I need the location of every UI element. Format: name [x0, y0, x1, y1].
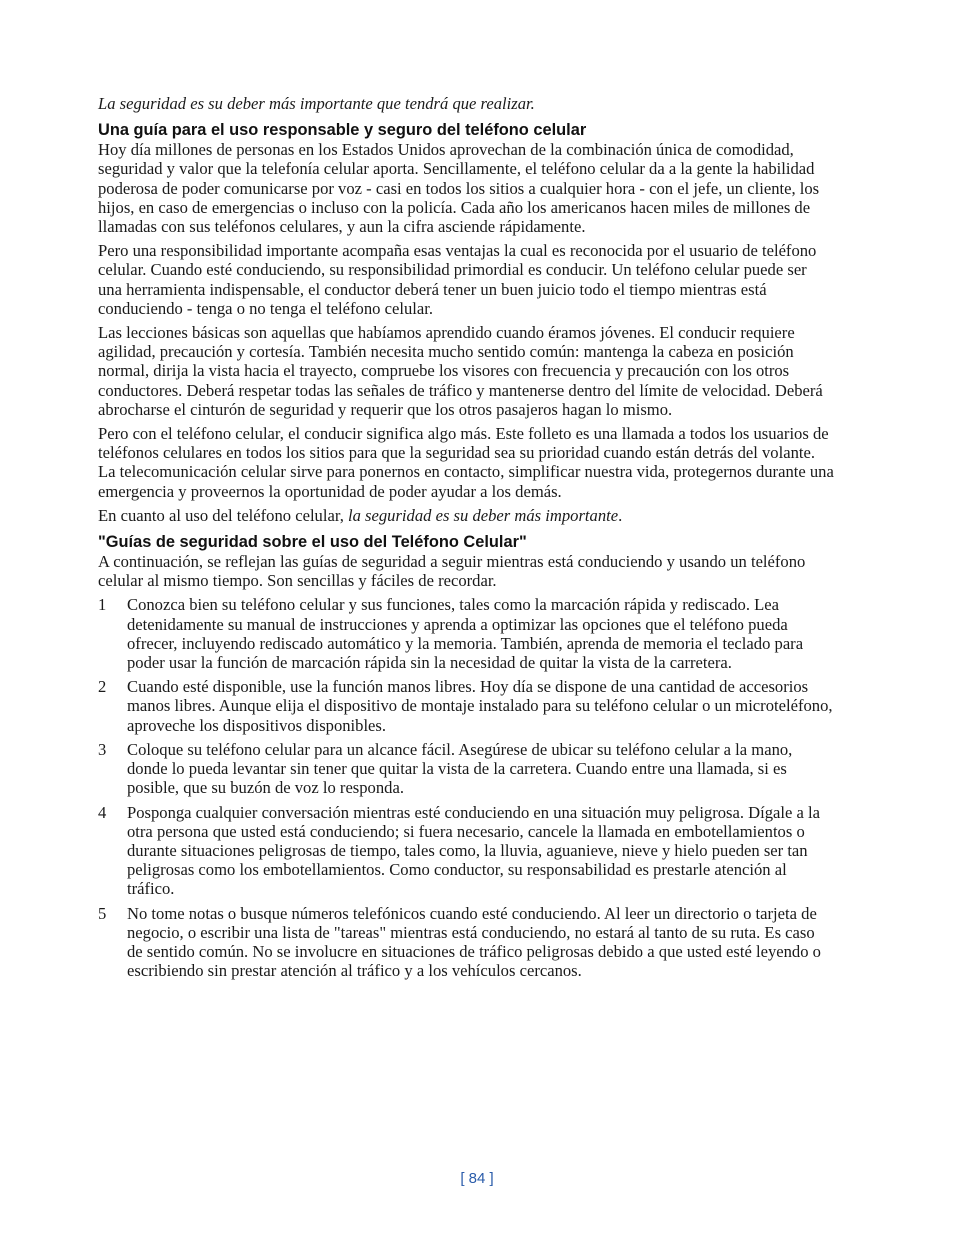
section1-paragraph-4: Pero con el teléfono celular, el conducir significa algo más. Este folleto es una llamada a todos los usuarios de teléfonos celulares en todos los sitios para que la seguridad sea su prioridad cuando están detrás del volante. La telecomunicación celular sirve para ponernos en contacto, simplificar nuestra vida, protegernos durante una emergencia y proveernos la oportunidad de poder ayudar a los demás. [98, 424, 834, 501]
list-item-text: Conozca bien su teléfono celular y sus funciones, tales como la marcación rápida y rediscado. Lea detenidamente su manual de instrucciones y aprenda a optimizar las opciones que el teléfono pueda ofrecer, incluyendo rediscado automático y la memoria. También, aprenda de memoria el teclado para poder usar la función de marcación rápida sin la necesidad de quitar la vista de la carretera. [127, 595, 804, 673]
list-item-text: No tome notas o busque números telefónicos cuando esté conduciendo. Al leer un directorio o tarjeta de negocio, o escribir una lista de "tareas" mientras está conduciendo, no estará al tanto de su ruta. Es caso de sentido común. No se involucre en situaciones de tráfico peligrosas debido a que usted esté leyendo o escribiendo sin prestar atención al tráfico y a los vehículos cercanos. [127, 903, 821, 981]
closing-lead: En cuanto al uso del teléfono celular, [98, 505, 348, 525]
list-item-number: 2 [98, 677, 107, 697]
list-item-text: Coloque su teléfono celular para un alcance fácil. Asegúrese de ubicar su teléfono celular a la mano, donde lo pueda levantar sin tener que quitar la vista de la carretera. Cuando entre una llamada, si es posible, que su buzón de voz lo responda. [127, 739, 793, 798]
list-item-number: 5 [98, 903, 107, 923]
section1-paragraph-1: Hoy día millones de personas en los Estados Unidos aprovechan de la combinación única de comodidad, seguridad y valor que la telefonía celular aporta. Sencillamente, el teléfono celular da a la gente la habilidad poderosa de poder comunicarse por voz - casi en todos los sitios a cualquier hora - con el jefe, un cliente, los hijos, en caso de emergencias o incluso con la policía. Cada año los americanos hacen miles de millones de llamadas con sus teléfonos celulares, y aun la cifra asciende rápidamente. [98, 140, 820, 237]
document-page [98, 94, 834, 985]
closing-end: . [618, 505, 623, 525]
list-item [98, 595, 834, 672]
section1-paragraph-3: Las lecciones básicas son aquellas que habíamos aprendido cuando éramos jóvenes. El conducir requiere agilidad, precaución y cortesía. También necesita mucho sentido común: mantenga la cabeza en posición normal, dirija la vista hacia el trayecto, compruebe los visores con frecuencia y precaución con los otros conductores. Deberá respetar todas las señales de tráfico y mantenerse dentro del límite de velocidad. Deberá abrocharse el cinturón de seguridad y requerir que los otros pasajeros hagan lo mismo. [98, 323, 823, 419]
list-item-text: Cuando esté disponible, use la función manos libres. Hoy día se dispone de una cantidad de accesorios manos libres. Aunque elija el dispositivo de montaje instalado para su teléfono celular o un microteléfono, aproveche los dispositivos disponibles. [127, 677, 833, 735]
list-item [98, 904, 834, 981]
list-item-number: 1 [98, 595, 107, 615]
section1-paragraph-2: Pero una responsibilidad importante acompaña esas ventajas la cual es reconocida por el usuario de teléfono celular. Cuando esté conduciendo, su responsibilidad primordial es conducir. Un teléfono celular puede ser una herramienta indispensable, el conductor deberá tener un buen juicio todo el tiempo mientras está conduciendo - tenga o no tenga el teléfono celular. [98, 241, 817, 318]
list-item-text: Posponga cualquier conversación mientras esté conduciendo en una situación muy peligrosa. Dígale a la otra persona que usted está conduciendo; si fuera necesario, cancele la llamada en embotellamientos o durante situaciones peligrosas de tiempo, tales como, la lluvia, aguanieve, nieve y hielo pueden ser tan peligrosas como los embotellamientos. Como conductor, su responsabilidad es prestarle atención al tráfico. [127, 802, 821, 899]
safety-guidelines-list [98, 595, 834, 980]
section2-heading: "Guías de seguridad sobre el uso del Teléfono Celular" [98, 533, 527, 552]
list-item-number: 4 [98, 802, 107, 822]
list-item [98, 677, 834, 735]
section2-intro: A continuación, se reflejan las guías de seguridad a seguir mientras está conduciendo y usando un teléfono celular al mismo tiempo. Son sencillas y fáciles de recordar. [98, 552, 806, 591]
list-item-number: 3 [98, 739, 107, 759]
section1-closing [98, 506, 834, 525]
closing-emphasis: la seguridad es su deber más importante [348, 505, 619, 525]
intro-line: La seguridad es su deber más importante que tendrá que realizar. [98, 94, 535, 113]
page-number: [ 84 ] [460, 1170, 494, 1187]
list-item [98, 740, 834, 798]
list-item [98, 803, 834, 899]
section1-heading: Una guía para el uso responsable y seguro del teléfono celular [98, 121, 587, 140]
